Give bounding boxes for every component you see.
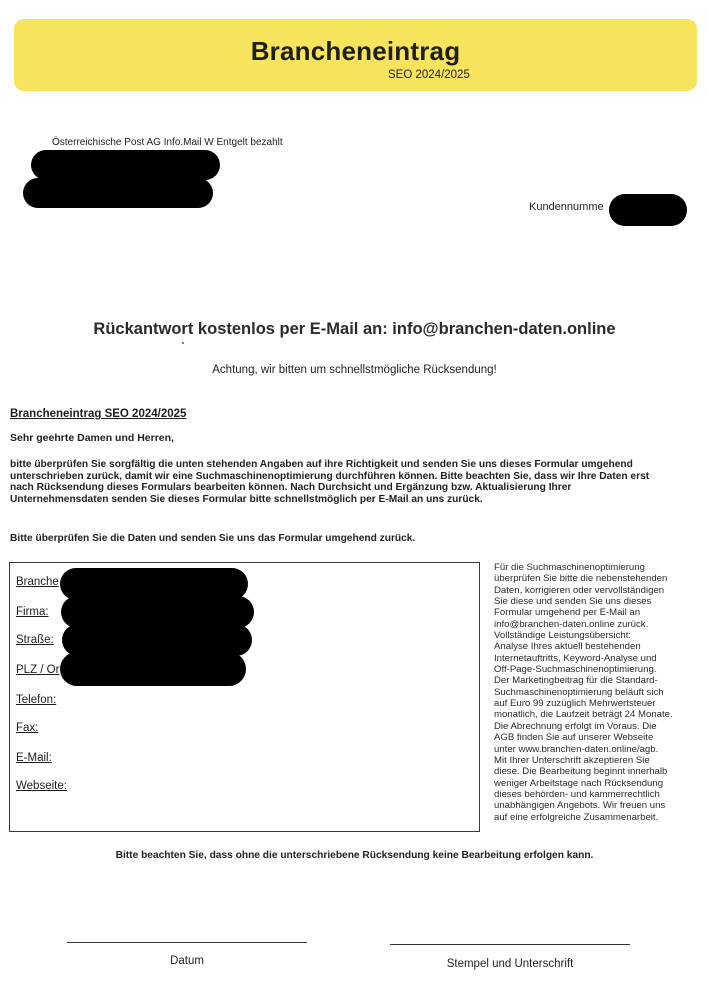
reply-email-line: Rückantwort kostenlos per E-Mail an: info@branchen-daten.online <box>93 320 616 338</box>
terms-line: diese. Die Bearbeitung beginnt innerhalb <box>494 766 668 778</box>
redacted-address-line-1 <box>31 150 220 180</box>
redacted-plz-ort-value <box>60 652 246 686</box>
terms-line: Formular umgehend per E-Mail an <box>494 607 641 619</box>
terms-line: Vollständige Leistungsübersicht: <box>494 630 632 642</box>
terms-line: Sie diese und senden Sie uns dieses <box>494 596 652 608</box>
intro-line: Unternehmensdaten senden Sie dieses Formular bitte schnellstmöglich per E-Mail an uns zurück. <box>10 493 483 505</box>
terms-line: Internetauftritts, Keyword-Analyse und <box>494 652 657 664</box>
greeting: Sehr geehrte Damen und Herren, <box>10 432 174 444</box>
terms-line: Mit Ihrer Unterschrift akzeptieren Sie <box>494 754 650 766</box>
document-title: Brancheneintrag <box>250 36 461 66</box>
terms-line: Off-Page-Suchmaschinenoptimierung. <box>494 664 657 676</box>
terms-line: AGB finden Sie auf unserer Webseite <box>494 732 654 744</box>
stamp-signature-line <box>390 944 630 945</box>
terms-line: Analyse Ihres aktuell bestehenden <box>494 641 641 653</box>
field-webseite-label: Webseite: <box>16 780 67 792</box>
field-email-label: E-Mail: <box>16 752 52 764</box>
terms-line: Für die Suchmaschinenoptimierung <box>494 562 645 573</box>
check-instruction: Bitte überprüfen Sie die Daten und senden Sie uns das Formular umgehend zurück. <box>10 533 416 544</box>
date-label: Datum <box>170 955 204 967</box>
terms-line: unabhängigen Angebots. Wir freuen uns <box>494 800 666 812</box>
field-fax-label: Fax: <box>16 722 39 734</box>
scan-speck <box>182 342 184 344</box>
terms-line: auf eine erfolgreiche Zusammenarbeit. <box>494 811 659 823</box>
terms-line: auf Euro 99 zuzüglich Mehrwertsteuer <box>494 698 656 710</box>
document-subtitle: SEO 2024/2025 <box>388 69 470 81</box>
terms-line: Der Marketingbeitrag für die Standard- <box>494 675 658 687</box>
customer-number-label: Kundennumme <box>529 201 604 213</box>
section-title: Brancheneintrag SEO 2024/2025 <box>10 408 187 420</box>
return-note: Bitte beachten Sie, dass ohne die unterschriebene Rücksendung keine Bearbeitung erfolgen kann. <box>115 850 594 861</box>
terms-line: dieses behörden- und kammerrechtlich <box>494 788 660 800</box>
terms-line: Die Abrechnung erfolgt im Voraus. Die <box>494 720 657 732</box>
redacted-customer-number <box>609 194 687 226</box>
terms-line: weniger Arbeitstage nach Rücksendung <box>494 777 664 789</box>
header-banner <box>14 19 697 91</box>
field-strasse-label: Straße: <box>16 634 54 646</box>
terms-line: Daten, korrigieren oder vervollständigen <box>494 584 665 596</box>
intro-line: nach Rücksendung dieses Formulars bearbeiten können. Nach Durchsicht und Ergänzung bzw. Aktualisierung Ihrer <box>10 482 572 493</box>
terms-line: unter www.branchen-daten.online/agb. <box>494 743 659 755</box>
date-signature-line <box>67 942 307 943</box>
field-plz-ort-label: PLZ / Or <box>16 664 60 676</box>
attention-line: Achtung, wir bitten um schnellstmögliche Rücksendung! <box>212 364 497 376</box>
intro-paragraph <box>10 459 690 505</box>
field-firma-label: Firma: <box>16 606 49 618</box>
field-branche-label: Branche <box>16 576 59 588</box>
field-telefon-label: Telefon: <box>16 694 57 706</box>
intro-line: unterschrieben zurück, damit wir eine Suchmaschinenoptimierung durchführen können. Bitte beachten Sie, dass wir Ihre Daten erst <box>10 470 650 482</box>
postage-line: Österreichische Post AG Info.Mail W Entgelt bezahlt <box>52 137 283 148</box>
terms-line: monatlich, die Laufzeit beträgt 24 Monate. <box>494 709 673 721</box>
terms-line: info@branchen-daten.online zurück. <box>494 618 649 630</box>
redacted-address-line-2 <box>23 178 213 208</box>
terms-line: überprüfen Sie bitte die nebenstehenden <box>494 573 668 585</box>
stamp-signature-label: Stempel und Unterschrift <box>446 958 574 970</box>
intro-line: bitte überprüfen Sie sorgfältig die unten stehenden Angaben auf ihre Richtigkeit und senden Sie uns dieses Formular umgehend <box>10 459 633 470</box>
terms-line: Suchmaschinenoptimierung beläuft sich <box>494 686 664 698</box>
offer-terms-text <box>494 562 704 823</box>
